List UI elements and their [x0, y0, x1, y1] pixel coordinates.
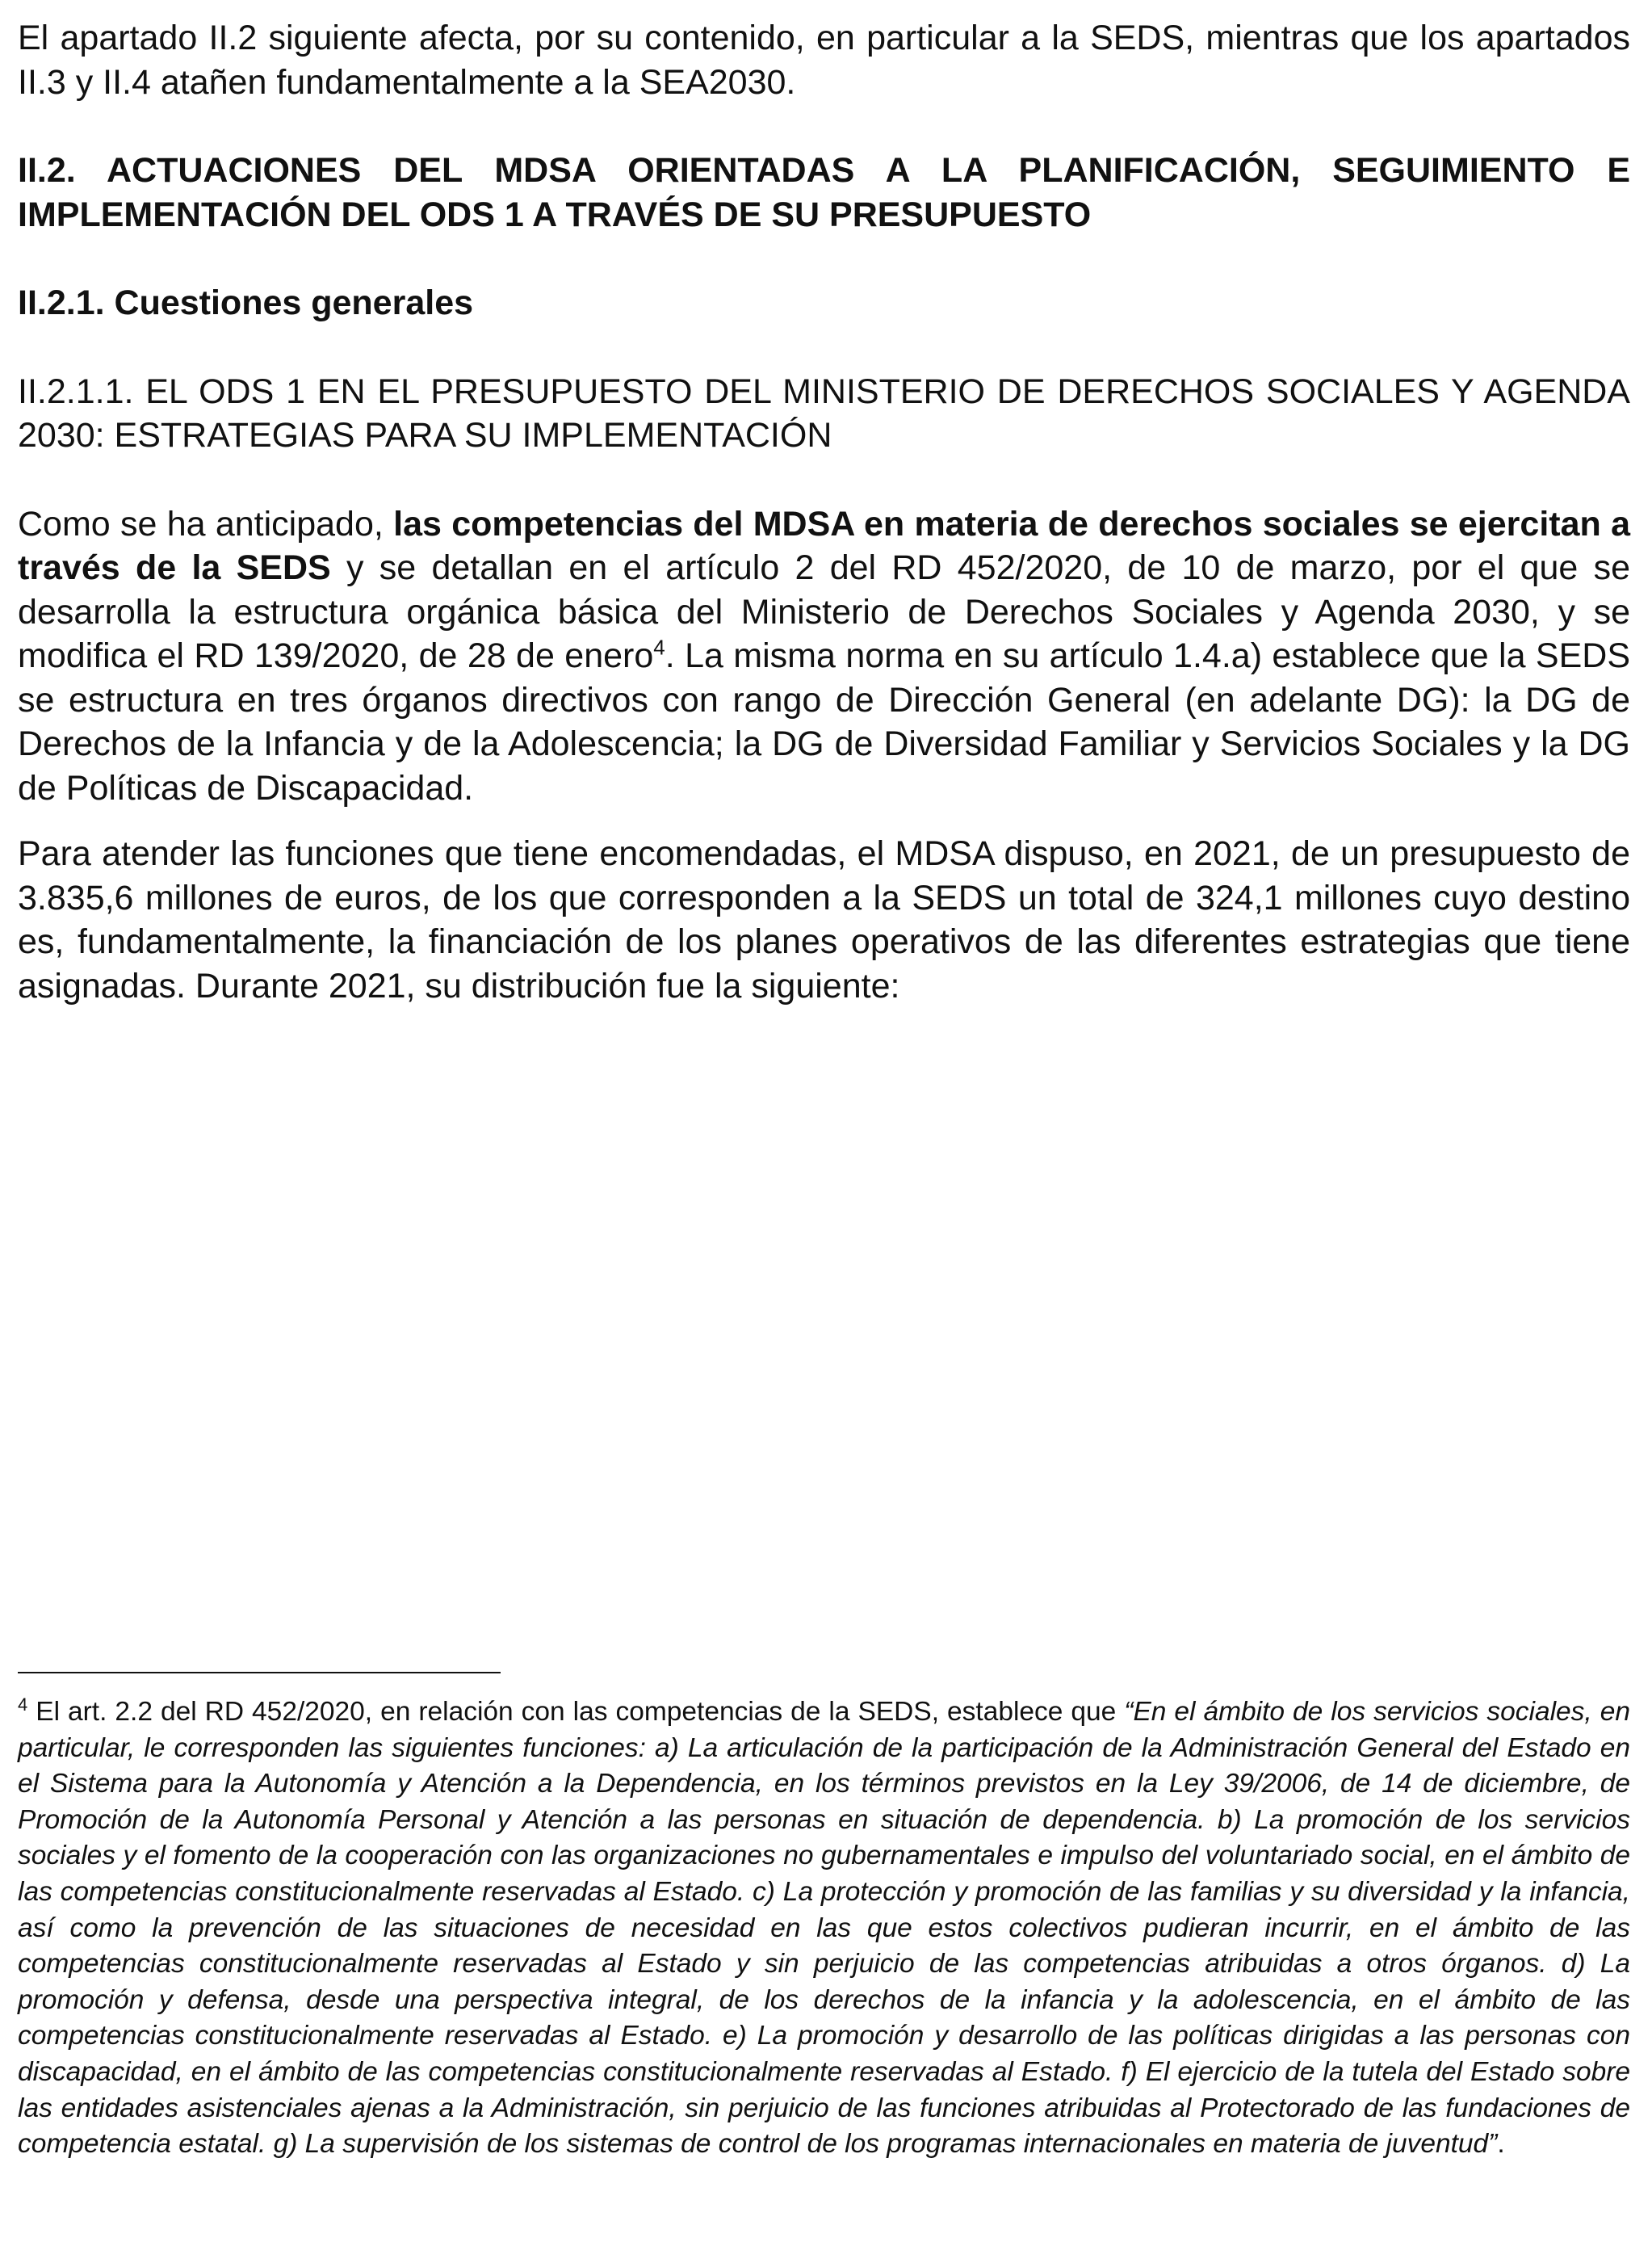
paragraph-middle: y se detallan en el artículo 2 del RD 452/2020, de 10 de marzo, por el que se desarrolla la estructura orgánica básica del Ministerio de Derechos Sociales y Agenda 2030, y se modifica el RD 139/2020, de 28 de enero [18, 548, 1630, 675]
intro-paragraph: El apartado II.2 siguiente afecta, por su contenido, en particular a la SEDS, mientras que los apartados II.3 y II.4 atañen fundamentalmente a la SEA2030. [18, 19, 1630, 102]
footnote-reference[interactable]: 4 [653, 635, 665, 660]
subsubsection-heading: II.2.1.1. EL ODS 1 EN EL PRESUPUESTO DEL MINISTERIO DE DERECHOS SOCIALES Y AGENDA 2030: ESTRATEGIAS PARA SU IMPLEMENTACIÓN [18, 372, 1630, 455]
footnote-end: . [1497, 2129, 1505, 2160]
paragraph-competencias [18, 502, 1630, 811]
footnote-separator [18, 1672, 501, 1673]
footnote-4 [18, 1694, 1630, 2163]
document-page [18, 16, 1630, 1008]
footnote-quote: “En el ámbito de los servicios sociales, en particular, le corresponden las siguientes funciones: a) La articulación de la participación de la Administración General del Estado en el Sistema para la Autonomía y Atención a la Dependencia, en los términos previstos en la Ley 39/2006, de 14 de diciembre, de Promoción de la Autonomía Personal y Atención a las personas en situación de dependencia. b) La promoción de los servicios sociales y el fomento de la cooperación con las organizaciones no gubernamentales e impulso del voluntariado social, en el ámbito de las competencias constitucionalmente reservadas al Estado. c) La protección y promoción de las familias y su diversidad y la infancia, así como la prevención de las situaciones de necesidad en las que estos colectivos pudieran incurrir, en el ámbito de las competencias constitucionalmente reservadas al Estado y sin perjuicio de las competencias atribuidas a otros órganos. d) La promoción y defensa, desde una perspectiva integral, de los derechos de la infancia y la adolescencia, en el ámbito de las competencias constitucionalmente reservadas al Estado. e) La promoción y desarrollo de las políticas dirigidas a las personas con discapacidad, en el ámbito de las competencias constitucionalmente reservadas al Estado. f) El ejercicio de la tutela del Estado sobre las entidades asistenciales ajenas a la Administración, sin perjuicio de las funciones atribuidas al Protectorado de las fundaciones de competencia estatal. g) La supervisión de los sistemas de control de los programas internacionales en materia de juventud” [18, 1697, 1630, 2160]
section-heading: II.2. ACTUACIONES DEL MDSA ORIENTADAS A LA PLANIFICACIÓN, SEGUIMIENTO E IMPLEMENTACIÓN DEL ODS 1 A TRAVÉS DE SU PRESUPUESTO [18, 151, 1630, 234]
footnote-number: 4 [18, 1694, 28, 1715]
paragraph-bold-emphasis: las competencias del MDSA en materia de derechos sociales se ejercitan a través de la SEDS [18, 504, 1630, 587]
footnote-intro: El art. 2.2 del RD 452/2020, en relación con las competencias de la SEDS, establece que [27, 1697, 1125, 1727]
paragraph-tail: . La misma norma en su artículo 1.4.a) establece que la SEDS se estructura en tres órganos directivos con rango de Dirección General (en adelante DG): la DG de Derechos de la Infancia y de la Adolescencia; la DG de Diversidad Familiar y Servicios Sociales y la DG de Políticas de Discapacidad. [18, 636, 1630, 808]
paragraph-presupuesto: Para atender las funciones que tiene encomendadas, el MDSA dispuso, en 2021, de un presupuesto de 3.835,6 millones de euros, de los que corresponden a la SEDS un total de 324,1 millones cuyo destino es, fundamentalmente, la financiación de los planes operativos de las diferentes estrategias que tiene asignadas. Durante 2021, su distribución fue la siguiente: [18, 834, 1630, 1006]
subsection-heading: II.2.1. Cuestiones generales [18, 283, 474, 322]
paragraph-lead: Como se ha anticipado, [18, 504, 394, 544]
